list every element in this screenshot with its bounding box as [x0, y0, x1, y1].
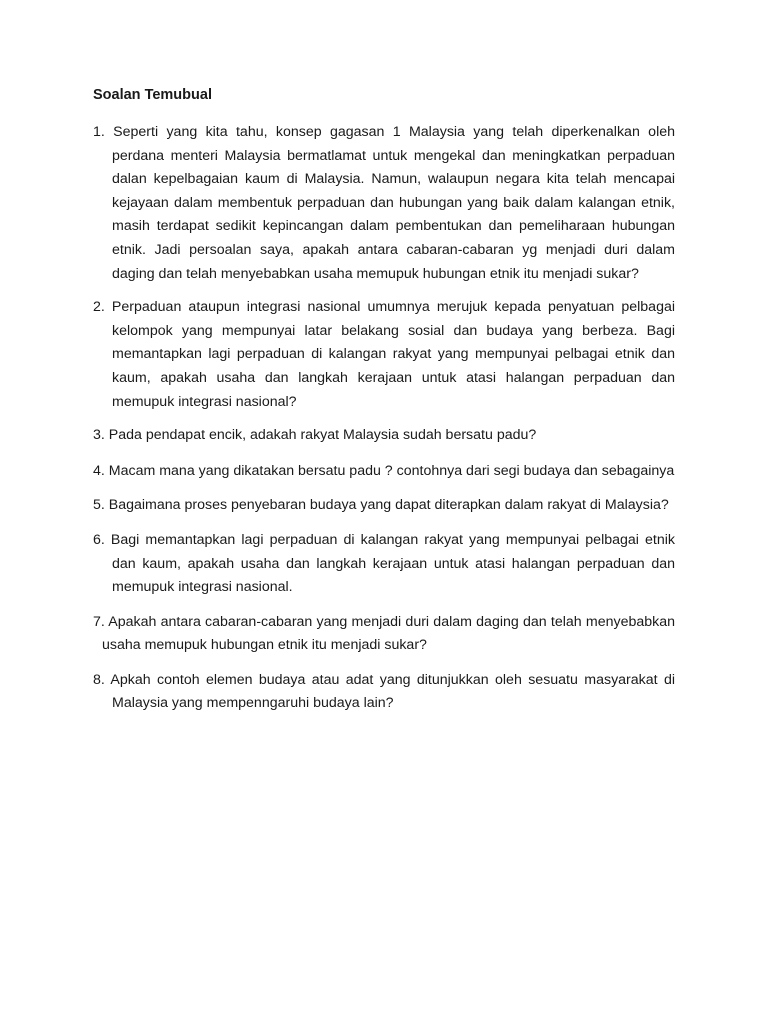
- question-3: 3. Pada pendapat encik, adakah rakyat Malaysia sudah bersatu padu?: [93, 427, 537, 444]
- document-title: Soalan Temubual: [93, 87, 212, 103]
- question-8: 8. Apkah contoh elemen budaya atau adat yang ditunjukkan oleh sesuatu masyarakat di Malaysia yang mempenngaruhi budaya lain?: [93, 671, 675, 712]
- question-1: 1. Seperti yang kita tahu, konsep gagasan 1 Malaysia yang telah diperkenalkan oleh perdana menteri Malaysia bermatlamat untuk mengekal dan meningkatkan perpaduan dalan kepelbagaian kaum di Malaysia. Namun, walaupun negara kita telah mencapai kejayaan dalam membentuk perpaduan dan hubungan yang baik dalam kalangan etnik, masih terdapat sedikit kepincangan dalam pembentukan dan pemeliharaan hubungan etnik. Jadi persoalan saya, apakah antara cabaran-cabaran yg menjadi duri dalam daging dan telah menyebabkan usaha memupuk hubungan etnik itu menjadi sukar?: [93, 124, 675, 282]
- question-4: 4. Macam mana yang dikatakan bersatu padu ? contohnya dari segi budaya dan sebagainya: [93, 462, 675, 479]
- question-7: 7. Apakah antara cabaran-cabaran yang menjadi duri dalam daging dan telah menyebabkan usaha memupuk hubungan etnik itu menjadi sukar?: [93, 613, 675, 654]
- question-5: 5. Bagaimana proses penyebaran budaya yang dapat diterapkan dalam rakyat di Malaysia?: [93, 497, 669, 514]
- question-list: [93, 121, 675, 726]
- question-2: 2. Perpaduan ataupun integrasi nasional umumnya merujuk kepada penyatuan pelbagai kelompok yang mempunyai latar belakang sosial dan budaya yang berbeza. Bagi memantapkan lagi perpaduan di kalangan rakyat yang mempunyai pelbagai etnik dan kaum, apakah usaha dan langkah kerajaan untuk atasi halangan perpaduan dan memupuk integrasi nasional?: [93, 299, 675, 410]
- question-6: 6. Bagi memantapkan lagi perpaduan di kalangan rakyat yang mempunyai pelbagai etnik dan kaum, apakah usaha dan langkah kerajaan untuk atasi halangan perpaduan dan memupuk integrasi nasional.: [93, 531, 675, 596]
